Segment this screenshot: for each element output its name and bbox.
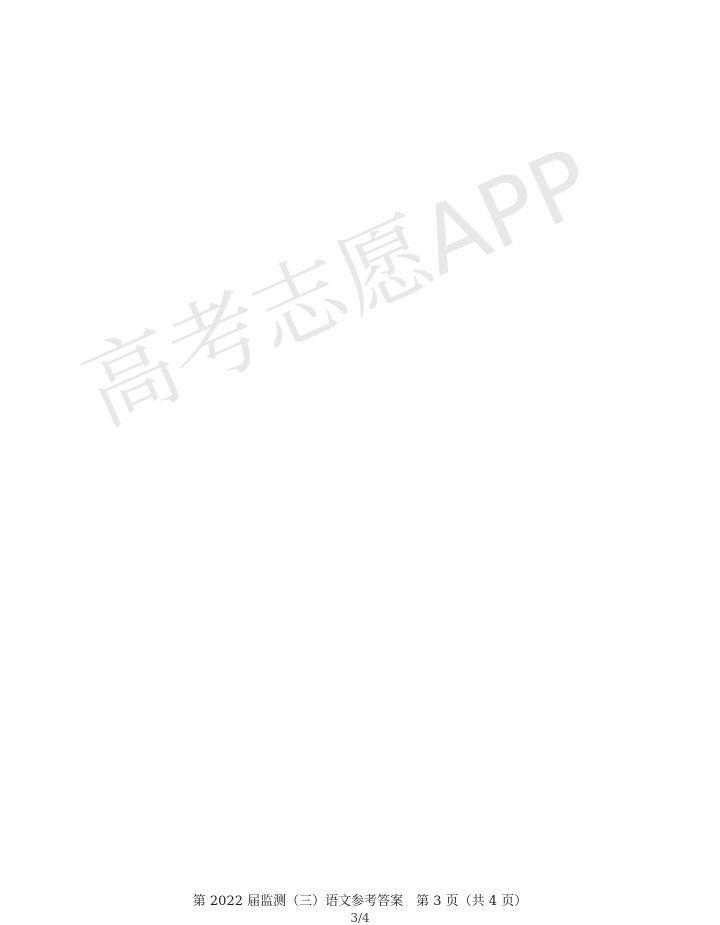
page-number: 3/4: [350, 911, 370, 925]
watermark: 高考志愿APP: [68, 127, 607, 447]
page-footer: 第 2022 届监测（三）语文参考答案 第 3 页（共 4 页）: [192, 894, 528, 909]
